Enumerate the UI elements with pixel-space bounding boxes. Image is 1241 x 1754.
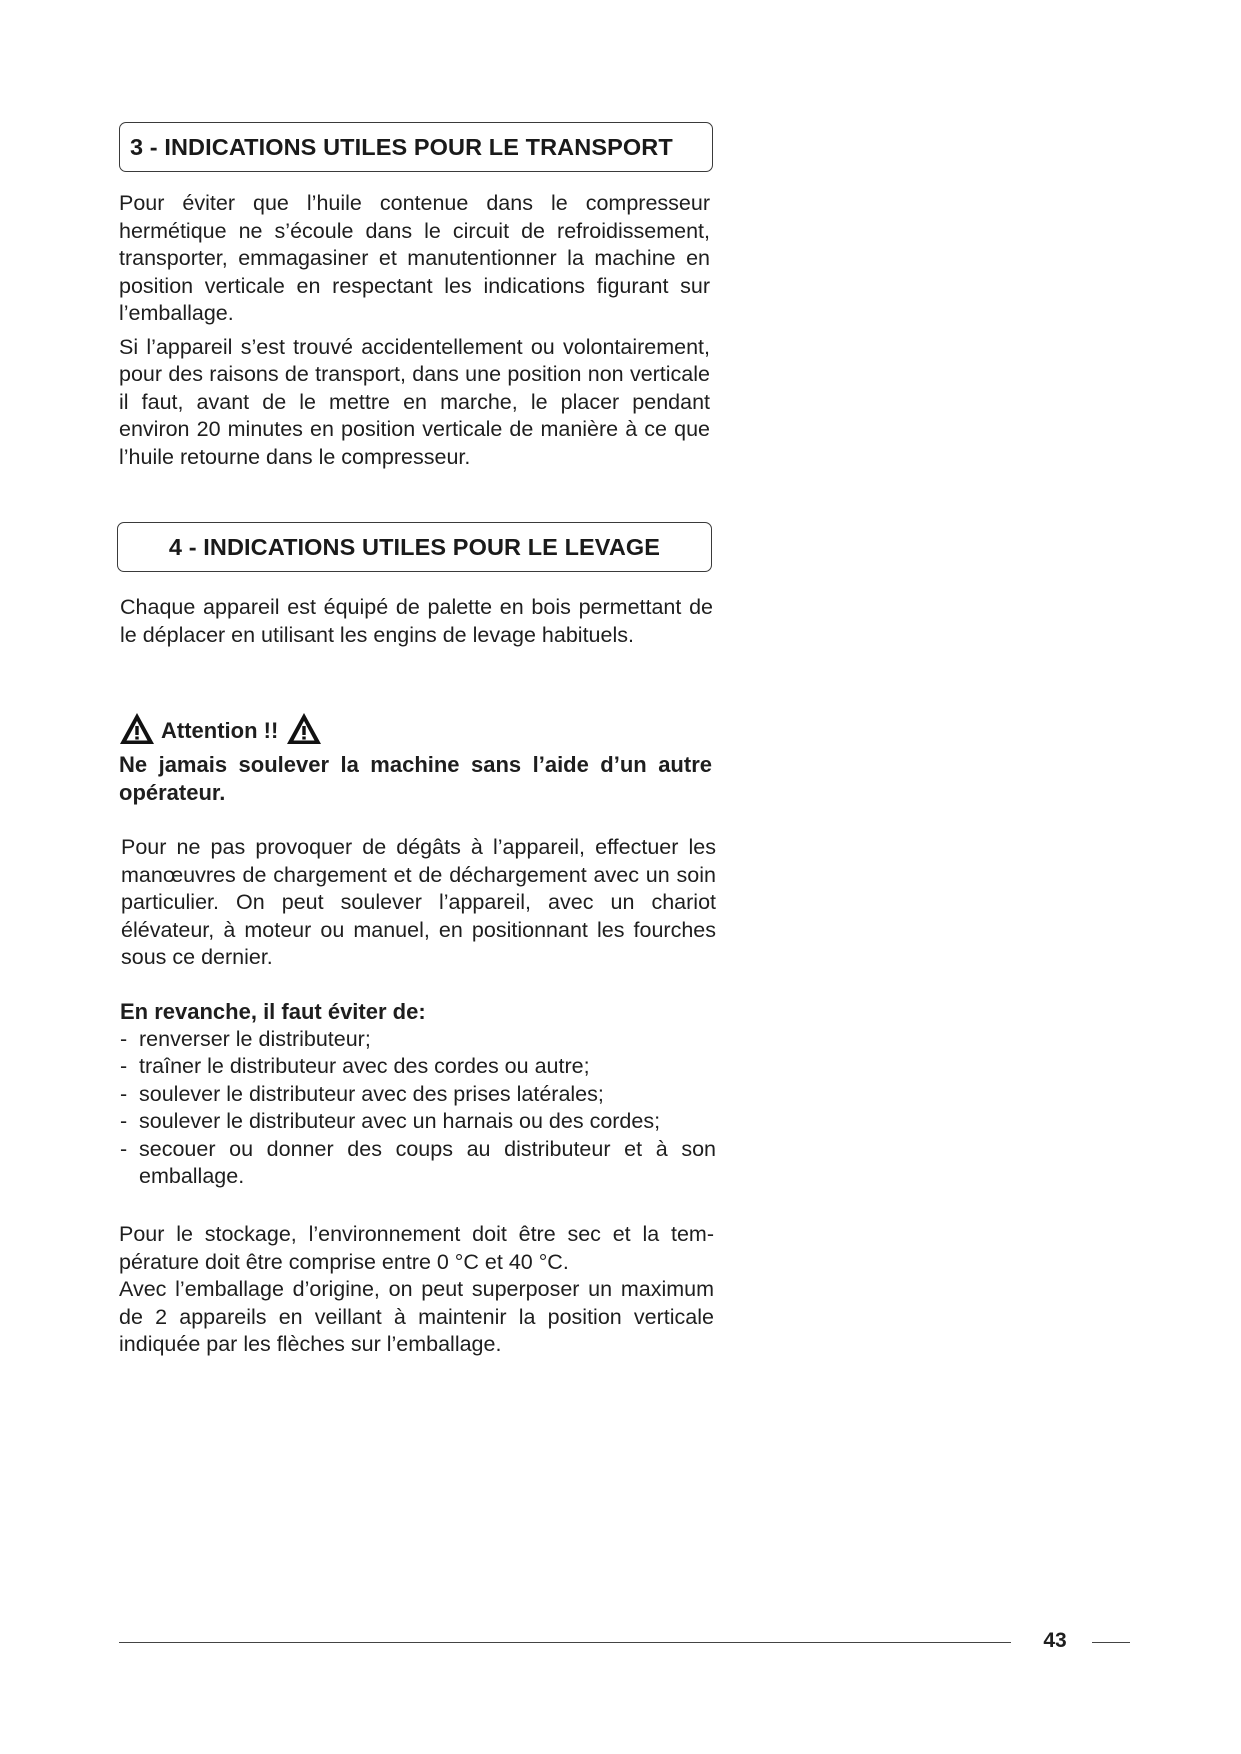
list-item: - soulever le distributeur avec des prises latérales; [120,1081,604,1106]
storage-block [119,1221,714,1359]
section-3-title: 3 - INDICATIONS UTILES POUR LE TRANSPORT [130,133,673,160]
handling-block [121,834,716,972]
footer-rule-right [1092,1642,1130,1643]
section-3-body [119,190,710,471]
attention-block [119,712,712,807]
attention-line [119,712,712,745]
list-item-text: soulever le distributeur avec des prises latérales; [139,1081,604,1106]
section-4-title: 4 - INDICATIONS UTILES POUR LE LEVAGE [168,533,661,560]
section-3-paragraph-2: Si l’appareil s’est trouvé accidentellement ou volontairement, pour des raisons de transport, dans une position non verticale il faut, avant de le mettre en marche, le placer pendant environ 20 minutes en position verticale de manière à ce que l’huile retourne dans le compresseur. [119,334,710,469]
storage-paragraph-2: Avec l’emballage d’origine, on peut superposer un maximum de 2 appareils en veillant à maintenir la position verticale indiquée par les flèches sur l’emballage. [119,1277,714,1356]
attention-warning: Ne jamais soulever la machine sans l’aide d’un autre opérateur. [119,752,712,805]
footer-rule-left [119,1642,1011,1643]
section-4-body [120,594,713,649]
section-4-title-box [117,522,712,572]
list-item: - secouer ou donner des coups au distributeur et à son emballage. [120,1136,716,1188]
list-item-text: renverser le distributeur; [139,1026,371,1051]
list-item-text: traîner le distributeur avec des cordes ou autre; [139,1054,590,1078]
section-4-paragraph-1: Chaque appareil est équipé de palette en bois permettant de le déplacer en utilisant les engins de levage habituels. [120,595,713,647]
warning-triangle-icon [119,712,155,745]
page-number: 43 [1043,1629,1067,1652]
list-item: - soulever le distributeur avec un harnais ou des cordes; [120,1109,661,1133]
avoid-list [120,1026,716,1191]
section-3-title-box [119,122,713,172]
list-item-text: secouer ou donner des coups au distributeur et à son emballage. [139,1136,716,1188]
avoid-block [120,998,716,1191]
list-item: - renverser le distributeur; [120,1026,371,1051]
section-3 [119,122,713,172]
list-item: - traîner le distributeur avec des cordes ou autre; [120,1054,590,1078]
list-item-text: soulever le distributeur avec un harnais ou des cordes; [139,1109,661,1133]
avoid-heading: En revanche, il faut éviter de: [120,999,426,1024]
storage-paragraph-1: Pour le stockage, l’environnement doit être sec et la tem-pérature doit être comprise entre 0 °C et 40 °C. [119,1222,714,1274]
warning-triangle-icon [286,712,322,745]
attention-label: Attention !! [161,718,279,743]
section-4 [117,522,712,572]
handling-paragraph: Pour ne pas provoquer de dégâts à l’appareil, effectuer les manœuvres de chargement et de déchargement avec un soin particulier. On peut soulever l’appareil, avec un chariot élévateur, à moteur ou manuel, en positionnant les fourches sous ce dernier. [121,835,716,969]
section-3-paragraph-1: Pour éviter que l’huile contenue dans le compresseur hermétique ne s’écoule dans le circuit de refroidissement, transporter, emmagasiner et manutentionner la machine en position verticale en respectant les indications figurant sur l’emballage. [119,191,710,325]
